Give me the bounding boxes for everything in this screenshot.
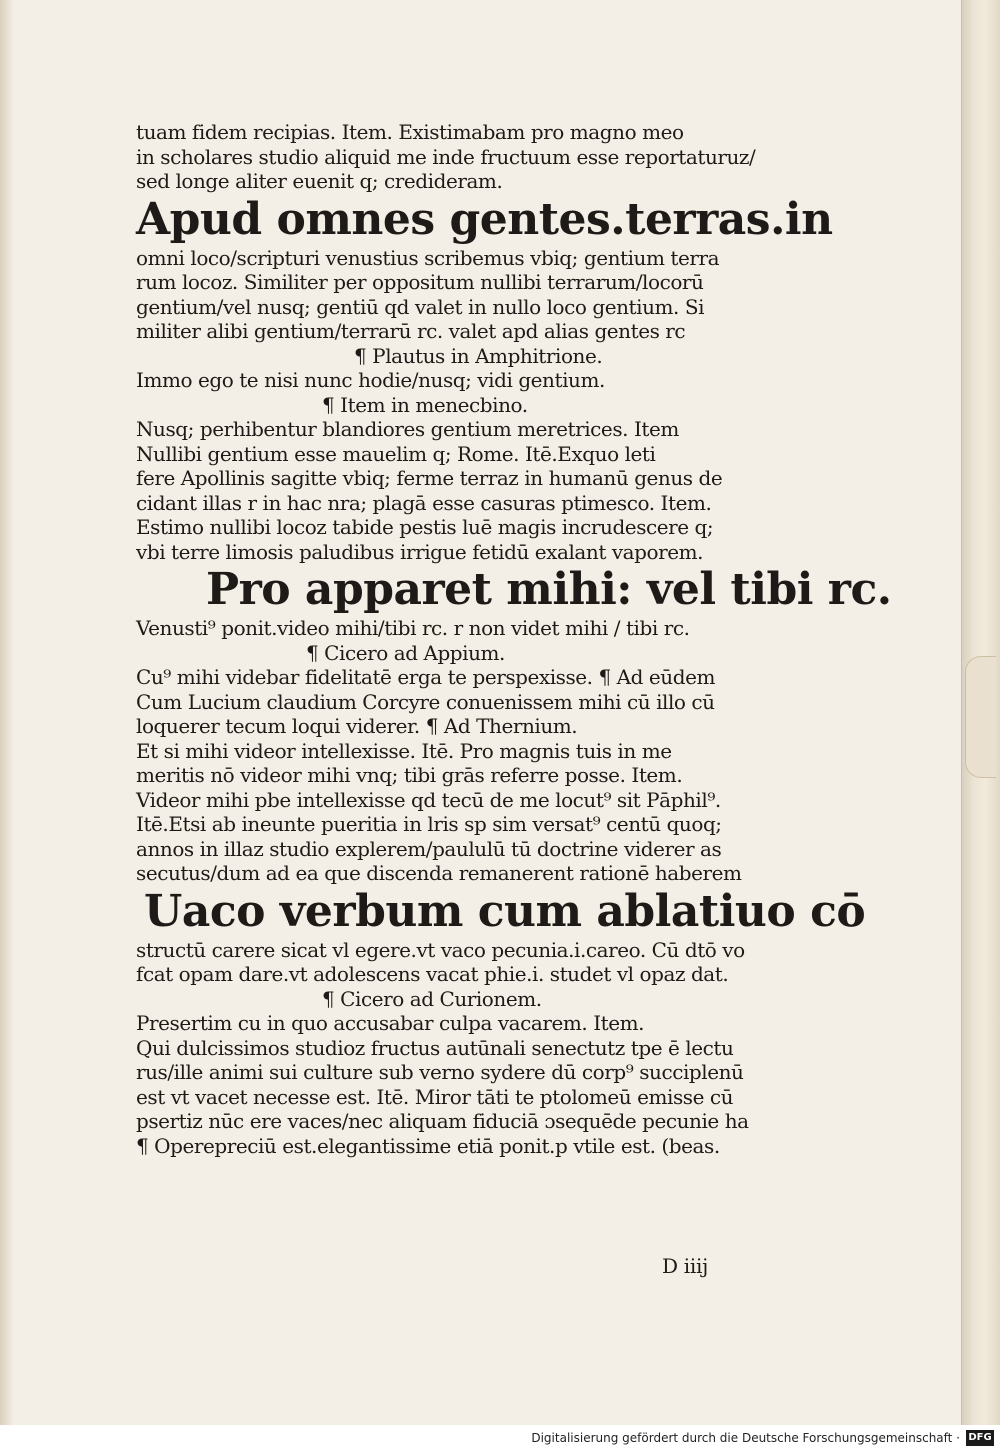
text-line: Videor mihi pbe intellexisse qd tecū de me locut⁹ sit Pāphil⁹. [136,787,721,812]
text-line: fcat opam dare.vt adolescens vacat phie.i. studet vl opaz dat. [136,962,729,986]
text-line: est vt vacet necesse est. Itē. Miror tāti te ptolomeū emisse cū [136,1084,734,1109]
text-line: secutus/dum ad ea que discenda remanerent rationē haberem [136,861,742,885]
text-line: Nusq; perhibentur blandiores gentium meretrices. Item [136,417,679,441]
text-line: vbi terre limosis paludibus irrigue fetidū exalant vaporem. [136,539,704,564]
text-line: rus/ille animi sui culture sub verno sydere dū corp⁹ succiplenū [136,1060,744,1084]
text-line: militer alibi gentium/terrarū rc. valet apd alias gentes rc [136,319,686,343]
section-heading-uaco-verbum: Uaco verbum cum ablatiuo cō [144,885,866,937]
text-line: omni loco/scripturi venustius scribemus vbiq; gentium terra [136,245,720,270]
section-heading-pro-apparet: Pro apparet mihi: vel tibi rc. [206,564,892,615]
text-line: rum locoz. Similiter per oppositum nullibi terrarum/locorū [136,270,704,294]
dfg-logo: DFG [966,1430,994,1446]
text-line: meritis nō videor mihi vnq; tibi grās referre posse. Item. [136,763,683,787]
page-edge-tab [965,656,996,778]
text-line: Venusti⁹ ponit.video mihi/tibi rc. r non videt mihi / tibi rc. [136,616,690,640]
text-line: Cu⁹ mihi videbar fidelitatē erga te perspexisse. ¶ Ad eūdem [136,665,715,689]
text-line: tuam fidem recipias. Item. Existimabam pro magno meo [136,120,684,144]
text-line: annos in illaz studio explerem/paululū tū doctrine viderer as [136,836,722,861]
text-line: psertiz nūc ere vaces/nec aliquam fiduciā ɔsequēde pecunie ha [136,1109,749,1133]
text-line: Estimo nullibi locoz tabide pestis luē magis incrudescere q; [136,515,714,539]
text-line: structū carere sicat vl egere.vt vaco pecunia.i.careo. Cū dtō vo [136,937,745,962]
text-line: Immo ego te nisi nunc hodie/nusq; vidi gentium. [136,368,605,392]
text-line: cidant illas r in hac nra; plagā esse casuras ptimesco. Item. [136,490,712,515]
text-line: Itē.Etsi ab ineunte pueritia in lris sp sim versat⁹ centū quoq; [136,812,722,836]
footer-bar [0,1425,1000,1452]
signature-mark: D iiij [662,1254,708,1278]
text-line: Qui dulcissimos studioz fructus autūnali senectutz tpe ē lectu [136,1035,734,1060]
text-line: Et si mihi videor intellexisse. Itē. Pro magnis tuis in me [136,738,672,763]
citation-line: ¶ Cicero ad Curionem. [322,986,542,1011]
text-line: sed longe aliter euenit q; credideram. [136,169,503,193]
citation-line: ¶ Item in menecbino. [322,392,528,417]
text-line: ¶ Operepreciū est.elegantissime etiā ponit.p vtile est. (beas. [136,1133,720,1158]
section-heading-apud-omnes: Apud omnes gentes.terras.in [136,193,833,245]
text-line: Cum Lucium claudium Corcyre conuenissem mihi cū illo cū [136,689,715,714]
text-line: Presertim cu in quo accusabar culpa vacarem. Item. [136,1011,645,1035]
text-line: in scholares studio aliquid me inde fructuum esse reportaturuz/ [136,144,756,169]
text-line: Nullibi gentium esse mauelim q; Rome. Itē.Exquo leti [136,441,656,466]
citation-line: ¶ Cicero ad Appium. [306,640,505,665]
citation-line: ¶ Plautus in Amphitrione. [354,343,603,368]
text-line: fere Apollinis sagitte vbiq; ferme terraz in humanū genus de [136,466,723,490]
text-line: gentium/vel nusq; gentiū qd valet in nullo loco gentium. Si [136,294,705,319]
funding-credit: Digitalisierung gefördert durch die Deutsche Forschungsgemeinschaft · [531,1431,960,1445]
text-line: loquerer tecum loqui viderer. ¶ Ad Thernium. [136,714,578,738]
text-block [136,120,892,1158]
page-gutter-shadow [0,0,14,1425]
